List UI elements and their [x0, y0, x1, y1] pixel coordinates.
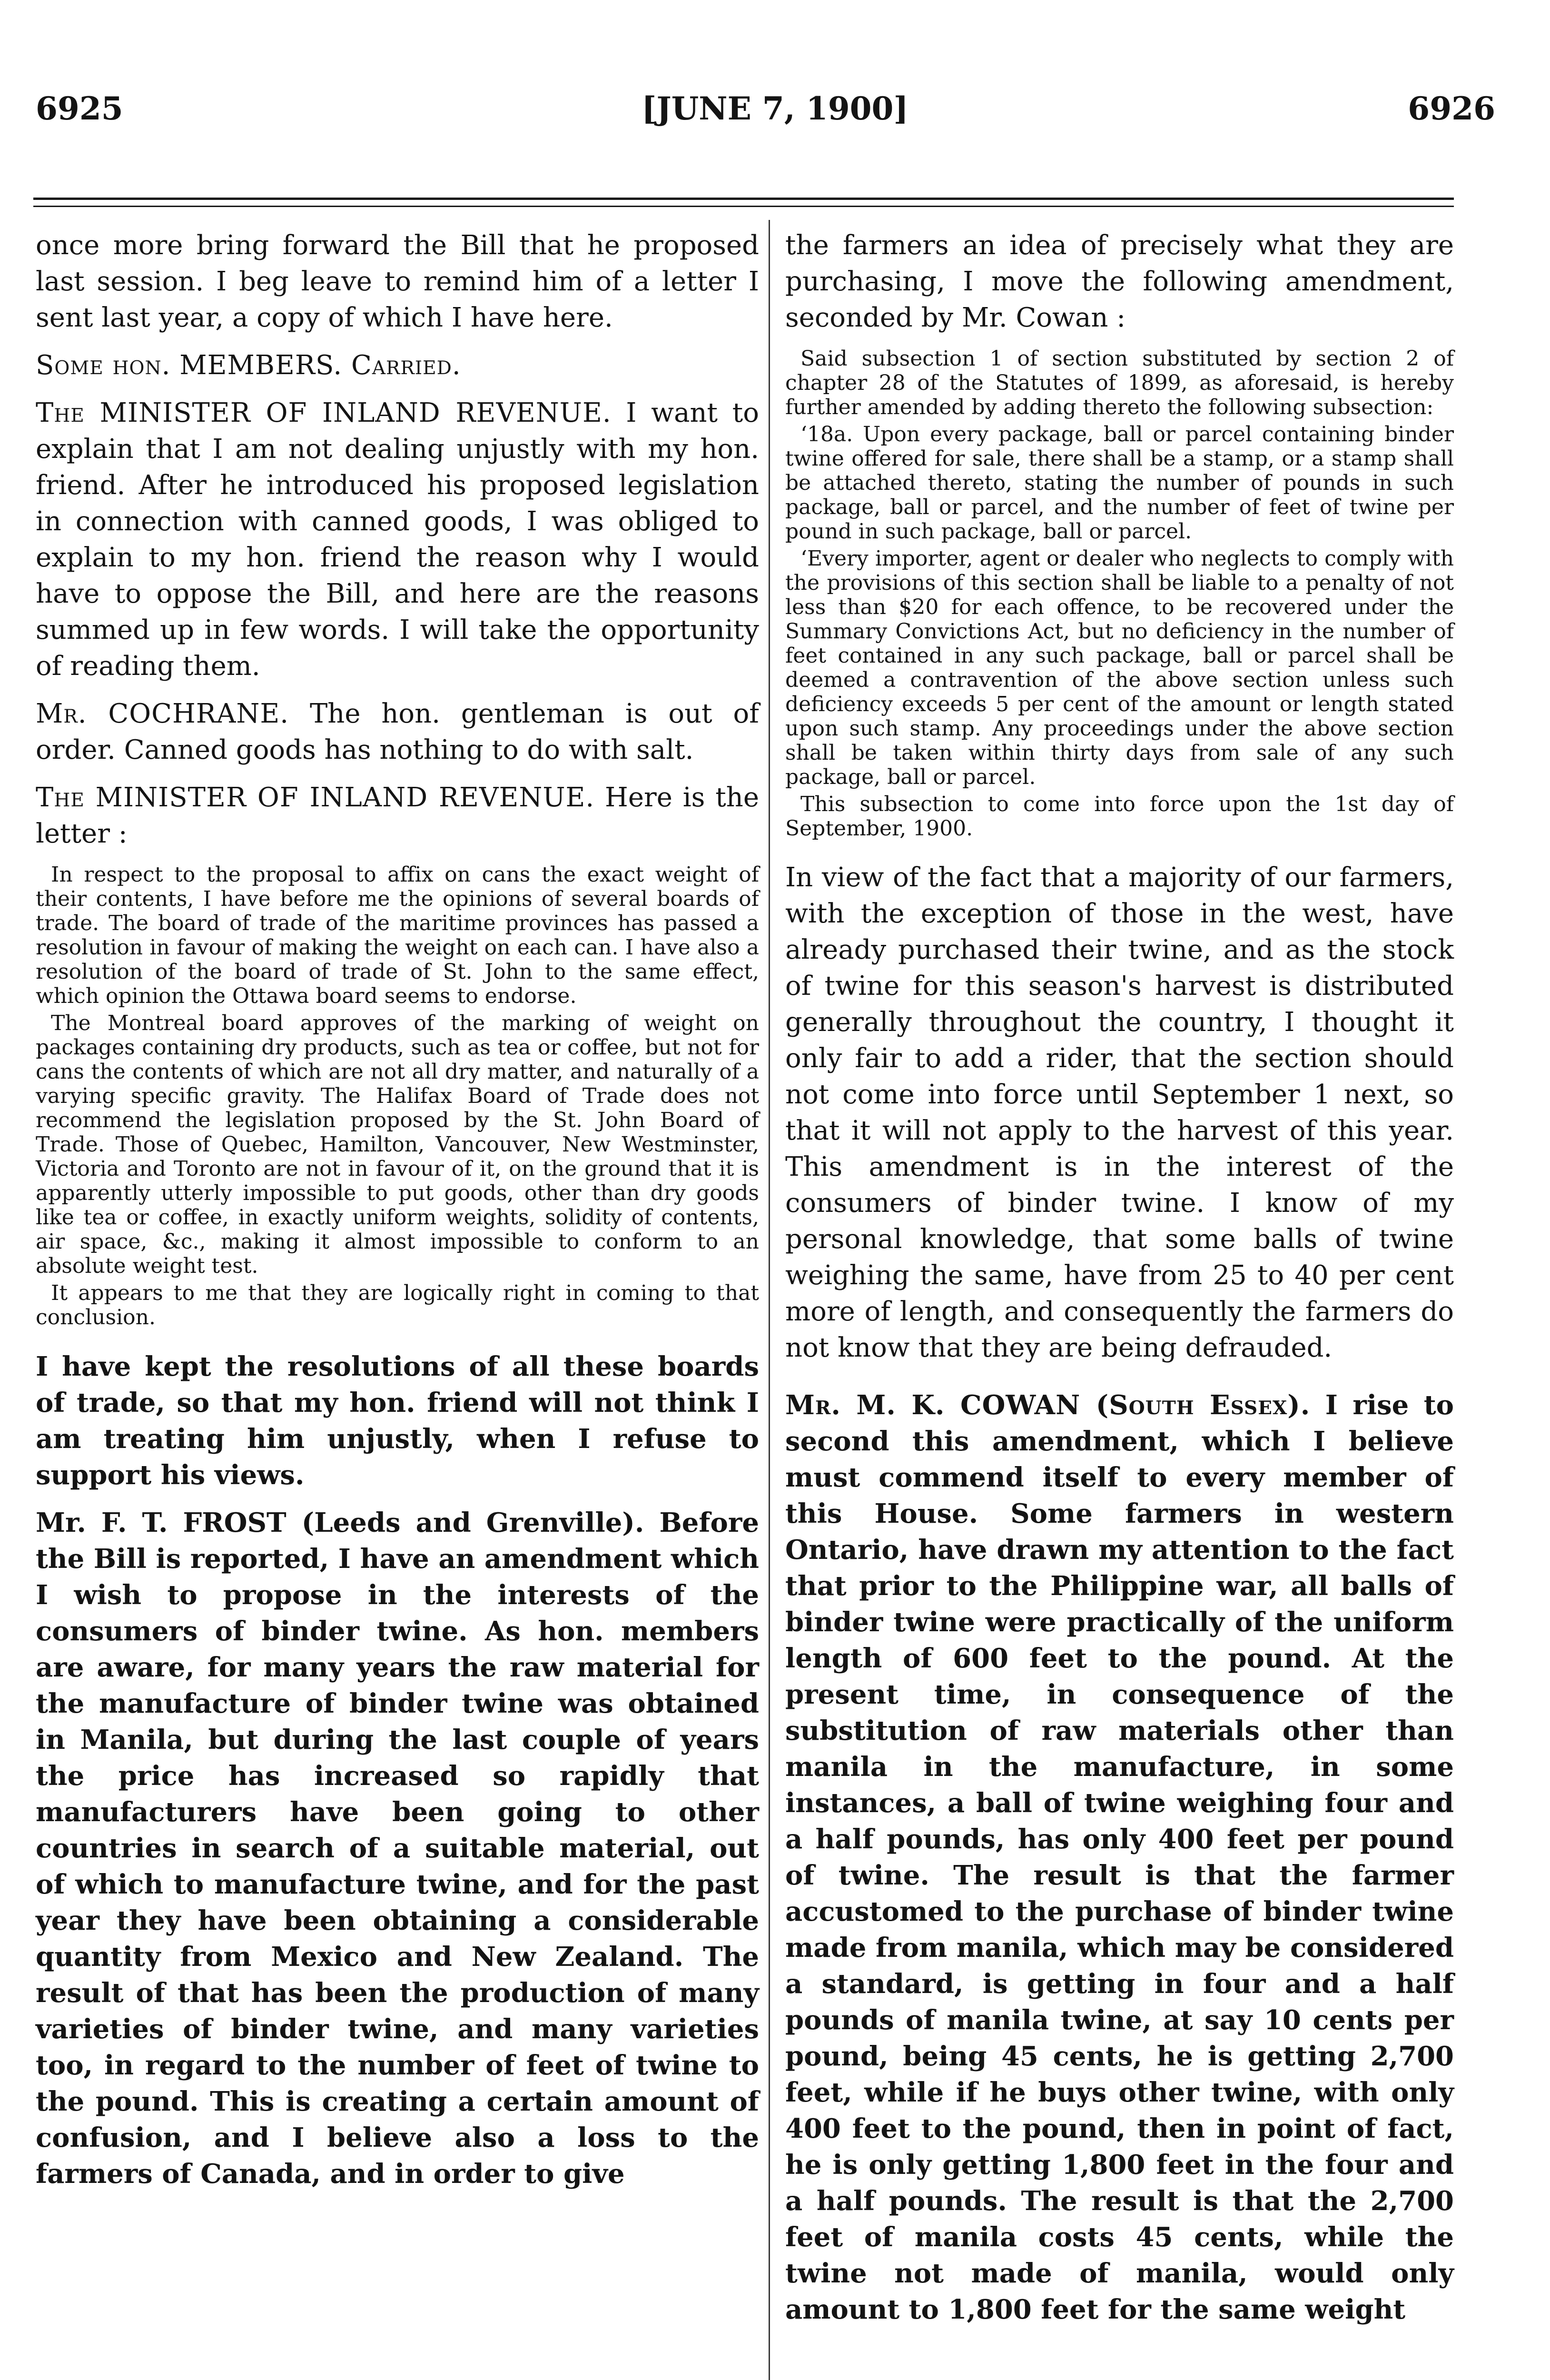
paragraph-minister-letter — [36, 780, 759, 852]
speaker-name: The MINISTER OF INLAND REVENUE. — [36, 397, 612, 428]
header-rule-thick — [33, 198, 1454, 200]
quoted-letter-paragraph: In respect to the proposal to affix on cans the exact weight of their contents, I have before me the opinions of several boards of trade. The board of trade of the maritime provinces has passed a resolution in favour of making the weight on each can. I have also a resolution of the board of trade of St. John to the same effect, which opinion the Ottawa board seems to endorse. — [36, 863, 759, 1008]
quoted-amendment-paragraph: Said subsection 1 of section substituted by section 2 of chapter 28 of the Statutes of 1899, as aforesaid, is hereby further amended by adding thereto the following subsection: — [785, 347, 1454, 419]
speaker-name: The MINISTER OF INLAND REVENUE. — [36, 782, 595, 813]
quoted-amendment-paragraph: ‘Every importer, agent or dealer who neglects to comply with the provisions of this section shall be liable to a penalty of not less than $20 for each offence, to be recovered under the Summary Convictions Act, but no deficiency in the number of feet contained in any such package, ball or parcel shall be deemed a contravention of the above section unless such deficiency exceeds 5 per cent of the amount or length stated upon such stamp. Any proceedings under the above section shall be taken within thirty days from sale of any such package, ball or parcel. — [785, 546, 1454, 789]
right-column — [785, 228, 1454, 2339]
paragraph-frost — [36, 1505, 759, 2192]
paragraph-cowan — [785, 1387, 1454, 2328]
paragraph-cochrane — [36, 696, 759, 768]
column-divider — [769, 220, 770, 2380]
paragraph-members-carried: Some hon. MEMBERS. Carried. — [36, 350, 461, 381]
header-rule-thin — [33, 206, 1454, 207]
right-page-number: 6926 — [1408, 90, 1495, 127]
left-column — [36, 228, 759, 2203]
paragraph-frost-continued: In view of the fact that a majority of our farmers, with the exception of those in the west, have already purchased their twine, and as the stock of twine for this season's harvest is distributed generally throughout the country, I thought it only fair to add a rider, that the section should not come into force until September 1 next, so that it will not apply to the harvest of this year. This amendment is in the interest of the consumers of binder twine. I know of my personal knowledge, that some balls of twine weighing the same, have from 25 to 40 per cent more of length, and consequently the farmers do not know that they are being defrauded. — [785, 862, 1454, 1363]
speech-text: I rise to second this amendment, which I believe must commend itself to every member of this House. Some farmers in western Ontario, have drawn my attention to the fact that prior to the Philippine war, all balls of binder twine were practically of the uniform length of 600 feet to the pound. At the present time, in consequence of the substitution of raw materials other than manila in the manufacture, in some instances, a ball of twine weighing four and a half pounds, has only 400 feet per pound of twine. The result is that the farmer accustomed to the purchase of binder twine made from manila, which may be considered a standard, is getting in four and a half pounds of manila twine, at say 10 cents per pound, being 45 cents, he is getting 2,700 feet, while if he buys other twine, with only 400 feet to the pound, then in point of fact, he is only getting 1,800 feet in the four and a half pounds. The result is that the 2,700 feet of manila costs 45 cents, while the twine not made of manila, would only amount to 1,800 feet for the same weight — [785, 1389, 1454, 2325]
left-page-number: 6925 — [36, 90, 123, 127]
quoted-amendment-paragraph: ‘18a. Upon every package, ball or parcel containing binder twine offered for sale, there shall be a stamp, or a stamp shall be attached thereto, stating the number of pounds in such package, ball or parcel, and the number of feet of twine per pound in such package, ball or parcel. — [785, 422, 1454, 544]
paragraph-minister-reply — [36, 395, 759, 684]
quoted-amendment-paragraph: This subsection to come into force upon the 1st day of September, 1900. — [785, 792, 1454, 841]
speech-text: Before the Bill is reported, I have an amendment which I wish to propose in the interests of the consumers of binder twine. As hon. members are aware, for many years the raw material for the manufacture of binder twine was obtained in Manila, but during the last couple of years the price has increased so rapidly that manufacturers have been going to other countries in search of a suitable material, out of which to manufacture twine, and for the past year they have been obtaining a considerable quantity from Mexico and New Zealand. The result of that has been the production of many varieties of binder twine, and many varieties too, in regard to the number of feet of twine to the pound. This is creating a certain amount of confusion, and I believe also a loss to the farmers of Canada, and in order to give — [36, 1507, 759, 2190]
speech-text: I want to explain that I am not dealing unjustly with my hon. friend. After he introduced his proposed legislation in connection with canned goods, I was obliged to explain to my hon. friend the reason why I would have to oppose the Bill, and here are the reasons summed up in few words. I will take the opportunity of reading them. — [36, 397, 759, 682]
speaker-name: Mr. M. K. COWAN (South Essex). — [785, 1389, 1311, 1421]
quoted-letter-paragraph: The Montreal board approves of the marking of weight on packages containing dry products, such as tea or coffee, but not for cans the contents of which are not all dry matter, and naturally of a varying specific gravity. The Halifax Board of Trade does not recommend the legislation proposed by the St. John Board of Trade. Those of Quebec, Hamilton, Vancouver, New Westminster, Victoria and Toronto are not in favour of it, on the ground that it is apparently utterly impossible to put goods, other than dry goods like tea or coffee, in exactly uniform weights, solidity of contents, air space, &c., making it almost impossible to conform to an absolute weight test. — [36, 1011, 759, 1278]
page-date-header: [JUNE 7, 1900] — [642, 90, 908, 127]
paragraph-minister-conclusion: I have kept the resolutions of all these boards of trade, so that my hon. friend will not think I am treating him unjustly, when I refuse to support his views. — [36, 1351, 759, 1491]
speaker-name: Mr. COCHRANE. — [36, 698, 289, 729]
speech-text: The hon. gentleman is out of order. Canned goods has nothing to do with salt. — [36, 698, 759, 765]
quoted-letter-paragraph: It appears to me that they are logically right in coming to that conclusion. — [36, 1281, 759, 1329]
paragraph-continuation: once more bring forward the Bill that he proposed last session. I beg leave to remind him of a letter I sent last year, a copy of which I have here. — [36, 230, 759, 333]
speaker-name: Mr. F. T. FROST (Leeds and Grenville). — [36, 1507, 644, 1538]
speech-text: Here is the letter : — [36, 782, 759, 849]
paragraph-continuation: the farmers an idea of precisely what they are purchasing, I move the following amendment, seconded by Mr. Cowan : — [785, 230, 1454, 333]
